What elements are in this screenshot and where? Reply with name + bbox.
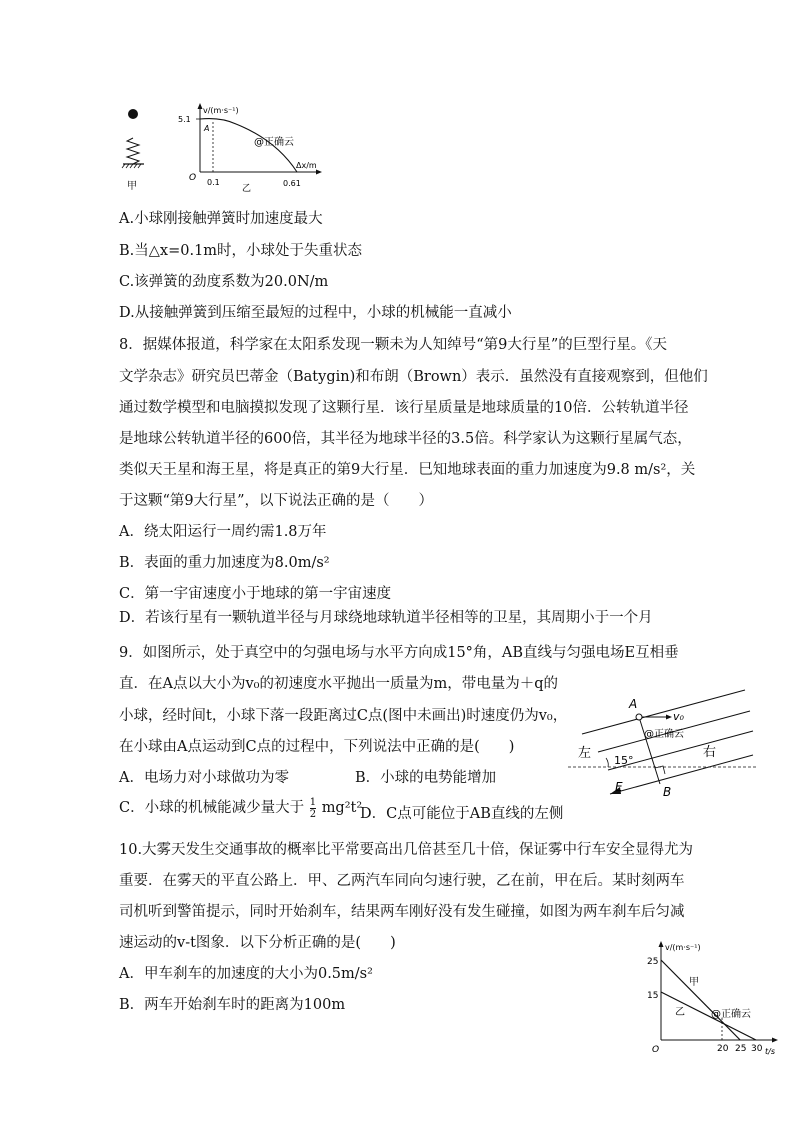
vt-chart	[645, 940, 785, 1060]
y-axis-arrow	[198, 103, 203, 109]
label-angle: 15°	[614, 754, 634, 767]
label-b: B	[663, 785, 672, 799]
chart-y-label: v/(m·s⁻¹)	[665, 943, 701, 952]
chart-x-label: t/s	[765, 1047, 775, 1056]
chart-x-arrow	[772, 1038, 778, 1043]
q8-option-b: B．表面的重力加速度为8.0m/s²	[119, 555, 330, 571]
q9-option-b: B．小球的电势能增加	[355, 770, 497, 786]
series-label-yi: 乙	[675, 1007, 685, 1018]
chart-origin: O	[652, 1045, 660, 1055]
origin-label: O	[189, 173, 197, 183]
q8-option-a: A．绕太阳运行一周约需1.8万年	[119, 524, 327, 540]
label-yi: 乙	[242, 184, 252, 194]
q8-line-5: 类似天王星和海王星，将是真正的第9大行星．巳知地球表面的重力加速度为9.8 m/s²，关	[119, 462, 696, 478]
q8-line-4: 是地球公转轨道半径的600倍，其半径为地球半径的3.5倍。科学家认为这颗行星属气态，	[119, 431, 692, 447]
x-axis-label: Δx/m	[296, 161, 317, 170]
label-e: E	[615, 780, 623, 794]
q9-figure	[560, 686, 760, 806]
series-layer	[661, 960, 756, 1040]
q8-option-d: D．若该行星有一颗轨道半径与月球绕地球轨道半径相等的卫星，其周期小于一个月	[119, 610, 653, 626]
label-right: 右	[703, 745, 717, 760]
ground-hatch	[122, 164, 141, 168]
point-a-label: A	[204, 124, 210, 133]
spring-icon	[127, 138, 139, 164]
q9-option-c-text: C．小球的机械能减少量大于	[119, 800, 305, 816]
angle-arc	[606, 758, 608, 767]
y-tick-15: 15	[647, 991, 659, 1001]
fraction-denominator: 2	[309, 808, 317, 820]
ab-line	[639, 717, 660, 784]
point-a-dot	[636, 714, 642, 720]
q8-option-c: C．第一宇宙速度小于地球的第一宇宙速度	[119, 586, 392, 602]
q9-line-1: 9．如图所示，处于真空中的匀强电场与水平方向成15°角，AB直线与匀强电场E互相垂	[119, 645, 679, 661]
q9-option-a: A．电场力对小球做功为零	[119, 770, 289, 786]
q10-line-4: 速运动的v-t图象．以下分析正确的是( )	[119, 935, 396, 951]
q10-line-3: 司机听到警笛提示，同时开始刹车，结果两车刚好没有发生碰撞，如图为两车刹车后匀减	[119, 904, 685, 920]
q9-line-2: 直．在A点以大小为v₀的初速度水平抛出一质量为m，带电量为＋q的	[119, 676, 559, 692]
fraction-numerator: 1	[309, 796, 317, 808]
q7-option-a: A.小球刚接触弹簧时加速度最大	[119, 211, 323, 227]
x-tick-25: 25	[735, 1044, 747, 1054]
q7-option-b: B.当△x=0.1m时，小球处于失重状态	[119, 243, 363, 259]
series-line-jia	[661, 960, 740, 1040]
field-line-1	[582, 690, 745, 734]
q10-line-1: 10.大雾天发生交通事故的概率比平常要高出几倍甚至几十倍，保证雾中行车安全显得尤为	[119, 842, 694, 858]
q7-figure	[116, 100, 331, 195]
q7-option-d: D.从接触弹簧到压缩至最短的过程中，小球的机械能一直减小	[119, 305, 512, 321]
q9-option-d: D．C点可能位于AB直线的左侧	[360, 806, 564, 822]
q8-line-6: 于这颗“第9大行星”，以下说法正确的是（ ）	[119, 493, 434, 509]
label-jia: 甲	[127, 181, 137, 192]
watermark: @正确云	[644, 729, 684, 740]
x-axis-arrow	[316, 170, 322, 175]
x-tick-30: 30	[751, 1044, 763, 1054]
x-tick-20: 20	[717, 1044, 729, 1054]
series-label-jia: 甲	[689, 977, 699, 988]
ball-icon	[128, 109, 138, 119]
q9-option-c	[119, 796, 362, 820]
q8-line-2: 文学杂志》研究员巴蒂金（Batygin)和布朗（Brown）表示．虽然没有直接观察到，但他们	[119, 369, 708, 385]
q9-line-3: 小球，经时间t，小球下落一段距离过C点(图中未画出)时速度仍为v₀，	[119, 708, 568, 724]
x-tick-0-1: 0.1	[207, 178, 220, 187]
label-left: 左	[578, 746, 592, 761]
q10-line-2: 重要．在雾天的平直公路上．甲、乙两汽车同向匀速行驶，乙在前，甲在后。某时刻两车	[119, 873, 685, 889]
q9-option-c-expr: mg²t²	[321, 800, 363, 816]
label-a: A	[629, 697, 638, 711]
y-tick-5-1: 5.1	[178, 115, 191, 124]
watermark: @正确云	[711, 1009, 751, 1020]
x-tick-0-61: 0.61	[283, 179, 301, 188]
q7-option-c: C.该弹簧的劲度系数为20.0N/m	[119, 274, 329, 290]
q9-line-4: 在小球由A点运动到C点的过程中，下列说法中正确的是( )	[119, 739, 515, 755]
watermark: @正确云	[254, 137, 294, 148]
y-axis-label: v/(m·s⁻¹)	[203, 106, 239, 115]
v0-arrow-head	[666, 715, 672, 720]
fraction-one-half	[310, 797, 316, 820]
q8-line-3: 通过数学模型和电脑摸拟发现了这颗行星．该行星质量是地球质量的10倍．公转轨道半径	[119, 400, 689, 416]
chart-y-arrow	[659, 941, 664, 947]
q8-line-1: 8．据媒体报道，科学家在太阳系发现一颗未为人知绰号“第9大行星”的巨型行星。《天	[119, 337, 668, 353]
y-tick-25: 25	[647, 957, 659, 967]
q10-option-b: B．两车开始刹车时的距离为100m	[119, 997, 346, 1013]
q10-option-a: A．甲车刹车的加速度的大小为0.5m/s²	[119, 966, 373, 982]
label-v0: v₀	[673, 710, 684, 723]
